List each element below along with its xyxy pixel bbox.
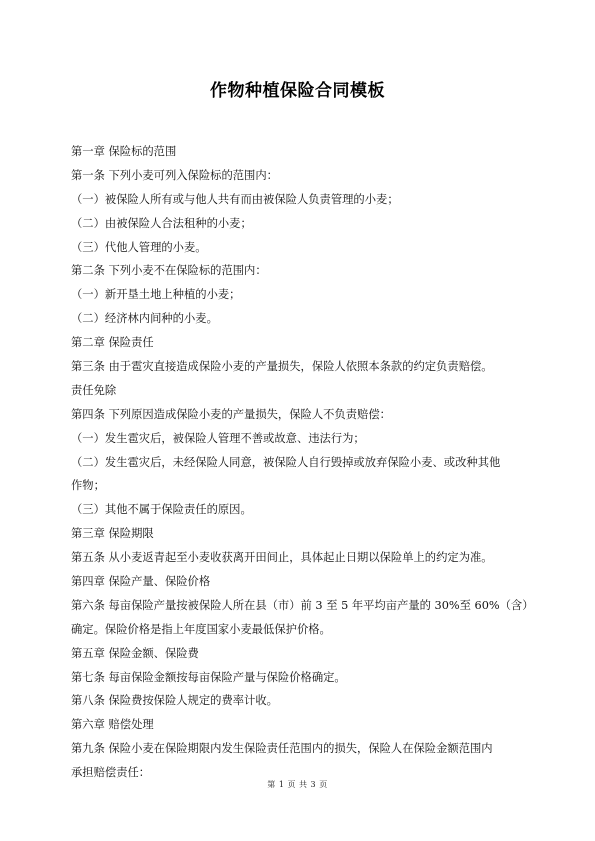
text-line: 承担赔偿责任：: [71, 766, 151, 780]
text-line: 第六条 每亩保险产量按被保险人所在县（市）前 3 至 5 年平均亩产量的 30%至 60%（含）: [71, 598, 534, 612]
text-line: 第九条 保险小麦在保险期限内发生保险责任范围内的损失，保险人在保险金额范围内: [71, 742, 493, 756]
text-line: （一）发生雹灾后，被保险人管理不善或故意、违法行为；: [71, 431, 365, 445]
document-body: [71, 140, 534, 785]
document-title: 作物种植保险合同模板: [210, 81, 385, 101]
text-line: （二）由被保险人合法租种的小麦；: [71, 216, 252, 230]
text-line: （三）代他人管理的小麦。: [71, 240, 207, 254]
text-line: 第三条 由于雹灾直接造成保险小麦的产量损失，保险人依照本条款的约定负责赔偿。: [71, 360, 493, 374]
text-line: 第五条 从小麦返青起至小麦收获离开田间止，具体起止日期以保险单上的约定为准。: [71, 551, 493, 565]
text-line: （二）发生雹灾后，未经保险人同意，被保险人自行毁掉或放弃保险小麦、或改种其他: [71, 455, 501, 469]
text-line: 第三章 保险期限: [71, 527, 154, 541]
text-line: 责任免除: [71, 383, 117, 397]
text-line: 第五章 保险金额、保险费: [71, 646, 199, 660]
text-line: （一）新开垦土地上种植的小麦；: [71, 288, 241, 302]
text-line: 第一章 保险标的范围: [71, 145, 177, 158]
text-line: 第四章 保险产量、保险价格: [71, 575, 211, 589]
text-line: 第四条 下列原因造成保险小麦的产量损失，保险人不负责赔偿：: [71, 407, 391, 421]
text-line: 第一条 下列小麦可列入保险标的范围内：: [71, 168, 278, 182]
text-line: （三）其他不属于保险责任的原因。: [71, 503, 252, 517]
text-line: 第二条 下列小麦不在保险标的范围内：: [71, 264, 267, 278]
text-line: （二）经济林内间种的小麦。: [71, 312, 218, 326]
text-line: 第六章 赔偿处理: [71, 718, 154, 732]
text-line: 第二章 保险责任: [71, 336, 154, 350]
page-footer: 第 1 页 共 3 页: [267, 780, 328, 789]
text-line: 作物；: [71, 479, 105, 493]
text-line: 确定。保险价格是指上年度国家小麦最低保护价格。: [71, 622, 331, 636]
text-line: 第七条 每亩保险金额按每亩保险产量与保险价格确定。: [71, 670, 346, 684]
text-line: 第八条 保险费按保险人规定的费率计收。: [71, 694, 278, 708]
text-line: （一）被保险人所有或与他人共有而由被保险人负责管理的小麦；: [71, 192, 399, 206]
